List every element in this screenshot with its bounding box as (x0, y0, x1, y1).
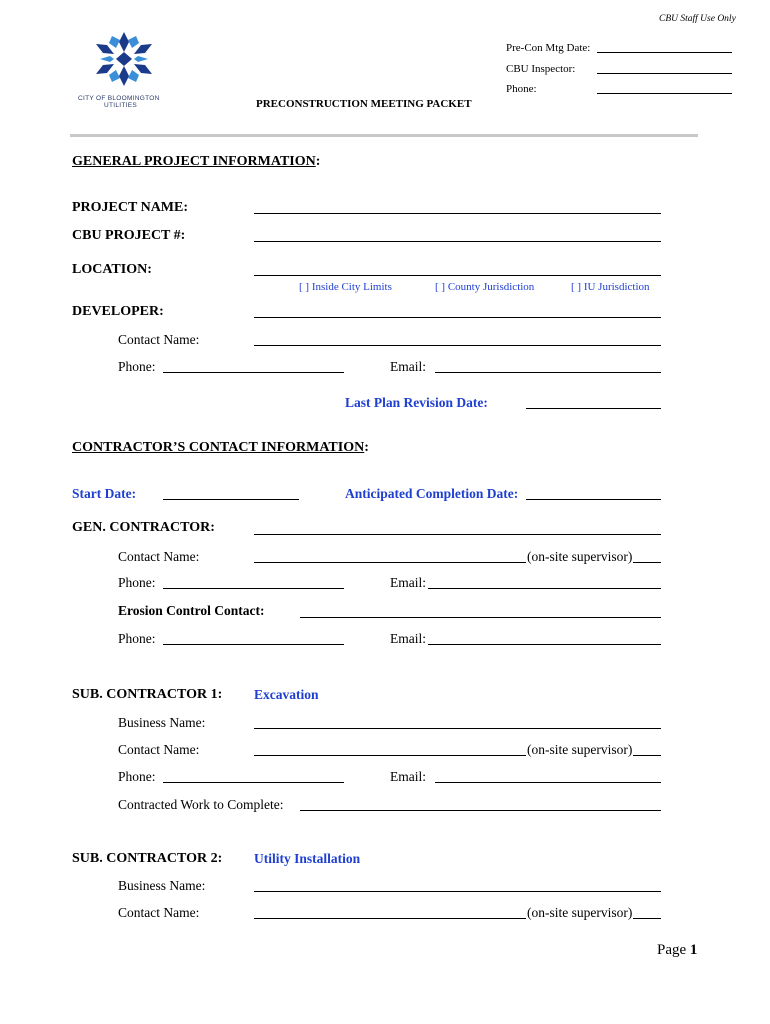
sub2-business-field[interactable] (254, 891, 661, 892)
project-name-label: PROJECT NAME: (72, 200, 189, 215)
sub-contractor-2-label: SUB. CONTRACTOR 2: (72, 851, 223, 866)
project-name-field[interactable] (254, 213, 661, 214)
staff-use-note: CBU Staff Use Only (659, 14, 736, 24)
developer-label: DEVELOPER: (72, 304, 164, 319)
header-phone-label: Phone: (506, 83, 537, 95)
sub1-business-field[interactable] (254, 728, 661, 729)
sub1-contact-label: Contact Name: (118, 742, 200, 757)
page-title: PRECONSTRUCTION MEETING PACKET (256, 98, 472, 110)
sub1-email-field[interactable] (435, 782, 661, 783)
sub-contractor-1-label: SUB. CONTRACTOR 1: (72, 687, 223, 702)
gc-email-label: Email: (390, 575, 426, 590)
city-logo (78, 30, 158, 109)
sub2-contact-label: Contact Name: (118, 905, 200, 920)
developer-email-label: Email: (390, 359, 426, 374)
logo-text-utilities: UTILITIES (104, 102, 138, 109)
erosion-phone-label: Phone: (118, 631, 156, 646)
page-number: Page 1 (657, 942, 698, 958)
precon-date-label: Pre-Con Mtg Date: (506, 42, 591, 54)
completion-date-label: Anticipated Completion Date: (345, 486, 519, 501)
erosion-email-label: Email: (390, 631, 426, 646)
inside-city-checkbox[interactable]: [ ] Inside City Limits (299, 281, 392, 293)
start-date-label: Start Date: (72, 486, 137, 501)
sub-contractor-2-trade: Utility Installation (254, 851, 361, 866)
cbu-inspector-field[interactable] (597, 73, 732, 74)
gc-onsite-note: (on-site supervisor) (527, 549, 633, 564)
start-date-field[interactable] (163, 499, 299, 500)
gc-email-field[interactable] (428, 588, 661, 589)
completion-date-field[interactable] (526, 499, 661, 500)
project-number-label: CBU PROJECT #: (72, 228, 186, 243)
sub1-phone-label: Phone: (118, 769, 156, 784)
sub1-business-label: Business Name: (118, 715, 206, 730)
erosion-contact-field[interactable] (300, 617, 661, 618)
sub1-work-label: Contracted Work to Complete: (118, 797, 284, 812)
gen-contractor-label: GEN. CONTRACTOR: (72, 520, 215, 535)
erosion-email-field[interactable] (428, 644, 661, 645)
precon-date-field[interactable] (597, 52, 732, 53)
developer-phone-field[interactable] (163, 372, 344, 373)
county-jurisdiction-checkbox[interactable]: [ ] County Jurisdiction (435, 281, 535, 293)
general-info-heading: GENERAL PROJECT INFORMATION: (72, 154, 321, 169)
erosion-phone-field[interactable] (163, 644, 344, 645)
developer-contact-field[interactable] (254, 345, 661, 346)
sub1-onsite-note: (on-site supervisor) (527, 742, 633, 757)
logo-text-city: CITY OF BLOOMINGTON (78, 95, 160, 102)
gc-phone-label: Phone: (118, 575, 156, 590)
sub1-email-label: Email: (390, 769, 426, 784)
project-number-field[interactable] (254, 241, 661, 242)
sub-contractor-1-trade: Excavation (254, 687, 319, 702)
sub1-phone-field[interactable] (163, 782, 344, 783)
developer-contact-label: Contact Name: (118, 332, 200, 347)
header-phone-field[interactable] (597, 93, 732, 94)
gc-contact-label: Contact Name: (118, 549, 200, 564)
header-divider (70, 134, 698, 137)
last-plan-revision-field[interactable] (526, 408, 661, 409)
iu-jurisdiction-checkbox[interactable]: [ ] IU Jurisdiction (571, 281, 650, 293)
cbu-inspector-label: CBU Inspector: (506, 63, 576, 75)
sub2-business-label: Business Name: (118, 878, 206, 893)
gc-phone-field[interactable] (163, 588, 344, 589)
gen-contractor-field[interactable] (254, 534, 661, 535)
erosion-contact-label: Erosion Control Contact: (118, 603, 265, 618)
snowflake-logo-icon (92, 30, 156, 88)
location-field[interactable] (254, 275, 661, 276)
location-label: LOCATION: (72, 262, 152, 277)
contractor-info-heading: CONTRACTOR’S CONTACT INFORMATION: (72, 440, 369, 455)
developer-email-field[interactable] (435, 372, 661, 373)
developer-phone-label: Phone: (118, 359, 156, 374)
developer-field[interactable] (254, 317, 661, 318)
sub2-onsite-note: (on-site supervisor) (527, 905, 633, 920)
last-plan-revision-label: Last Plan Revision Date: (345, 395, 488, 410)
sub1-work-field[interactable] (300, 810, 661, 811)
